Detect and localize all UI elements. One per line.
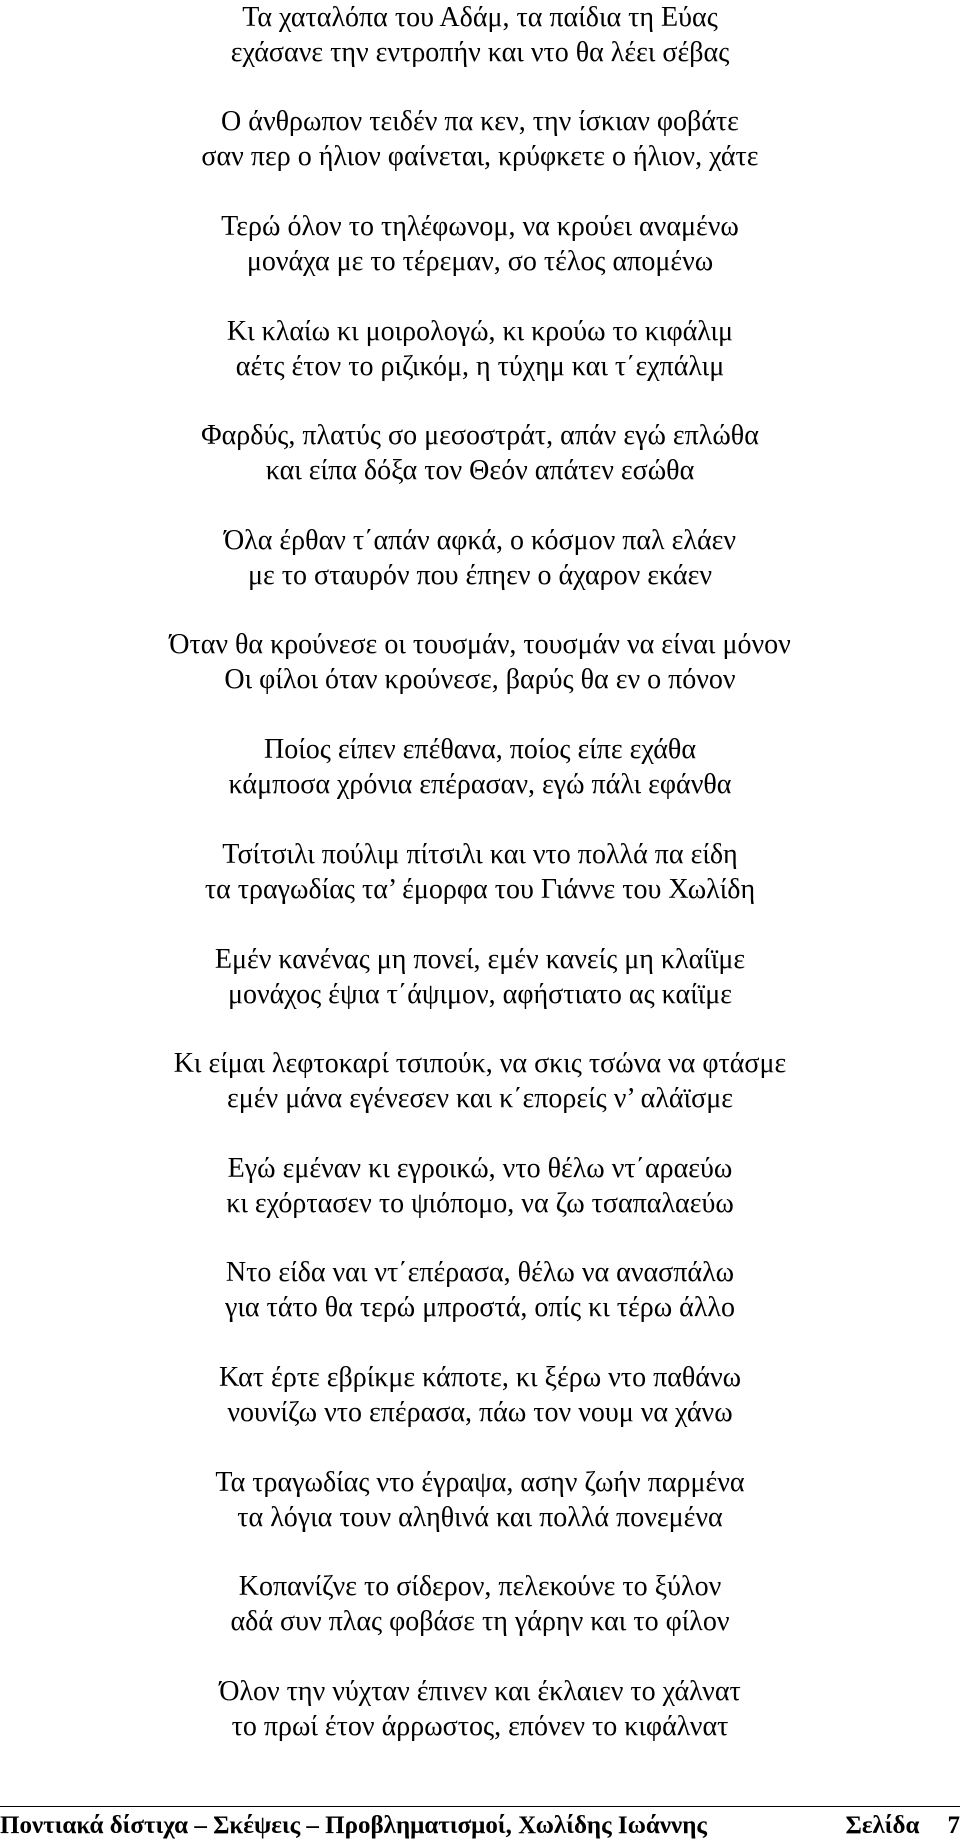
- verse-line: Τα χαταλόπα του Αδάμ, τα παίδια τη Εύας: [242, 2, 718, 33]
- verse-line: κι εχόρτασεν το ψιόπομο, να ζω τσαπαλαεύω: [226, 1188, 734, 1219]
- verse-line: Εμέν κανένας μη πονεί, εμέν κανείς μη κλαίϊμε: [214, 944, 746, 975]
- verse-line: Ντο είδα ναι ντ΄επέρασα, θέλω να ανασπάλω: [225, 1257, 735, 1288]
- verse-line: Όλα έρθαν τ΄απάν αφκά, ο κόσμον παλ ελάεν: [223, 525, 737, 556]
- page-number: 7: [947, 1812, 960, 1839]
- verse-line: Κι είμαι λεφτοκαρί τσιπούκ, να σκις τσώνα να φτάσμε: [173, 1048, 787, 1079]
- couplet: [0, 104, 960, 174]
- verse-line: αέτς έτον το ριζικόμ, η τύχημ και τ΄εχπάλιμ: [235, 351, 725, 382]
- couplet: [0, 1569, 960, 1639]
- couplet: [0, 837, 960, 907]
- verse-line: το πρωί έτον άρρωστος, επόνεν το κιφάλνατ: [231, 1711, 729, 1742]
- verse-line: νουνίζω ντο επέρασα, πάω τον νουμ να χάνω: [227, 1397, 733, 1428]
- couplet: [0, 1674, 960, 1744]
- couplet: [0, 314, 960, 384]
- verse-line: αδά συν πλας φοβάσε τη γάρην και το φίλον: [230, 1606, 730, 1637]
- verse-line: Τερώ όλον το τηλέφωνομ, να κρούει αναμένω: [221, 211, 739, 242]
- couplet: [0, 1360, 960, 1430]
- verse-line: Ο άνθρωπον τειδέν πα κεν, την ίσκιαν φοβάτε: [221, 106, 739, 137]
- verse-line: Κοπανίζνε το σίδερον, πελεκούνε το ξύλον: [238, 1571, 722, 1602]
- verse-line: τα τραγωδίας τα’ έμορφα του Γιάννε του Χωλίδη: [204, 874, 756, 905]
- footer-divider: [0, 1806, 960, 1807]
- verse-line: Κατ έρτε εβρίκμε κάποτε, κι ξέρω ντο παθάνω: [218, 1362, 742, 1393]
- couplet: [0, 523, 960, 593]
- verse-line: Κι κλαίω κι μοιρολογώ, κι κρούω το κιφάλιμ: [226, 316, 734, 347]
- couplet: [0, 942, 960, 1012]
- verse-line: και είπα δόξα τον Θεόν απάτεν εσώθα: [265, 455, 695, 486]
- couplet: [0, 1151, 960, 1221]
- verse-line: εχάσανε την εντροπήν και ντο θα λέει σέβας: [230, 37, 730, 68]
- verse-line: Φαρδύς, πλατύς σο μεσοστράτ, απάν εγώ επλώθα: [201, 420, 759, 451]
- couplet: [0, 209, 960, 279]
- verse-line: σαν περ ο ήλιον φαίνεται, κρύφκετε ο ήλιον, χάτε: [201, 141, 759, 172]
- verse-line: Τσίτσιλι πούλιμ πίτσιλι και ντο πολλά πα είδη: [222, 839, 738, 870]
- verse-line: με το σταυρόν που έπηεν ο άχαρον εκάεν: [248, 560, 712, 591]
- page-number-block: [846, 1810, 960, 1842]
- verse-line: κάμποσα χρόνια επέρασαν, εγώ πάλι εφάνθα: [228, 769, 732, 800]
- verse-line: Εγώ εμέναν κι εγροικώ, ντο θέλω ντ΄αραεύω: [227, 1153, 733, 1184]
- verse-line: Τα τραγωδίας ντο έγραψα, ασην ζωήν παρμένα: [215, 1467, 745, 1498]
- verse-line: Ποίος είπεν επέθανα, ποίος είπε εχάθα: [263, 734, 697, 765]
- verse-line: Όταν θα κρούνεσε οι τουσμάν, τουσμάν να είναι μόνον: [169, 629, 791, 660]
- verse-line: εμέν μάνα εγένεσεν και κ΄επορείς ν’ αλάϊσμε: [227, 1083, 733, 1114]
- verse-line: τα λόγια τουν αληθινά και πολλά πονεμένα: [237, 1502, 723, 1533]
- verse-line: μονάχος έψια τ΄άψιμον, αφήστιατο ας καίϊμε: [227, 979, 733, 1010]
- couplet: [0, 627, 960, 697]
- page-label: Σελίδα: [845, 1812, 920, 1839]
- page-footer: [0, 1810, 960, 1842]
- couplet: [0, 0, 960, 70]
- verse-line: για τάτο θα τερώ μπροστά, οπίς κι τέρω άλλο: [224, 1292, 735, 1323]
- footer-title: Ποντιακά δίστιχα – Σκέψεις – Προβληματισμοί, Χωλίδης Ιωάννης: [0, 1812, 707, 1839]
- couplet: [0, 732, 960, 802]
- couplet: [0, 1465, 960, 1535]
- couplet: [0, 1046, 960, 1116]
- couplet: [0, 418, 960, 488]
- couplet: [0, 1255, 960, 1325]
- verse-line: μονάχα με το τέρεμαν, σο τέλος απομένω: [246, 246, 714, 277]
- verse-line: Οι φίλοι όταν κρούνεσε, βαρύς θα εν ο πόνον: [224, 664, 736, 695]
- verse-line: Όλον την νύχταν έπινεν και έκλαιεν το χάλνατ: [219, 1676, 741, 1707]
